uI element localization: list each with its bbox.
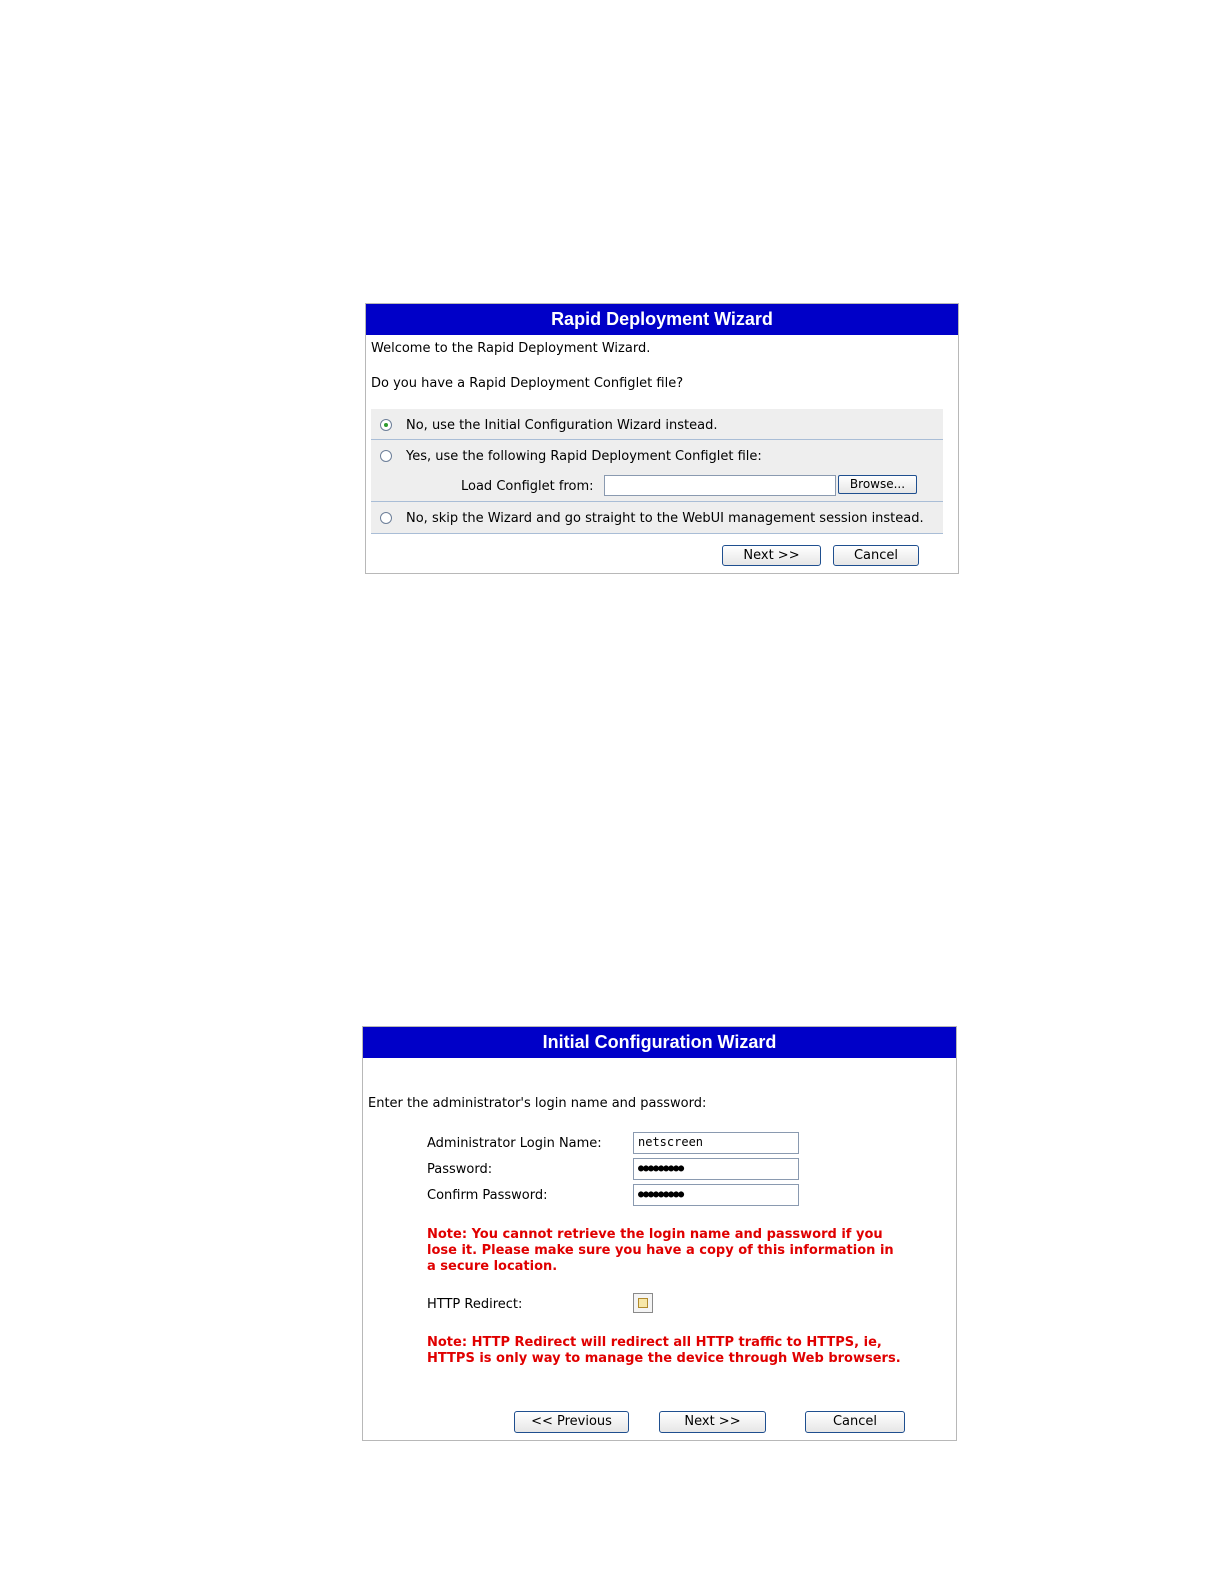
initial-wizard-title: Initial Configuration Wizard <box>363 1027 956 1058</box>
load-configlet-label: Load Configlet from: <box>461 479 594 494</box>
option-row-configlet-file[interactable] <box>371 440 943 502</box>
login-warning-line: a secure location. <box>427 1259 558 1274</box>
configlet-file-input[interactable] <box>604 475 836 496</box>
option-row-skip-wizard[interactable] <box>371 502 943 534</box>
login-name-label: Administrator Login Name: <box>427 1136 602 1151</box>
password-input[interactable]: ●●●●●●●●● <box>633 1158 799 1180</box>
initial-wizard-intro: Enter the administrator's login name and password: <box>368 1096 707 1111</box>
login-warning-line: Note: You cannot retrieve the login name and password if you <box>427 1227 883 1242</box>
rapid-deployment-wizard-panel <box>365 303 959 574</box>
rapid-wizard-title: Rapid Deployment Wizard <box>366 304 958 335</box>
initial-cancel-button[interactable]: Cancel <box>805 1411 905 1433</box>
password-label: Password: <box>427 1162 493 1177</box>
previous-button[interactable]: << Previous <box>514 1411 629 1433</box>
initial-next-button[interactable]: Next >> <box>659 1411 766 1433</box>
http-redirect-label: HTTP Redirect: <box>427 1297 523 1312</box>
option-row-initial-config[interactable] <box>371 409 943 440</box>
redirect-warning-note <box>427 1335 901 1367</box>
confirm-password-input[interactable]: ●●●●●●●●● <box>633 1184 799 1206</box>
initial-configuration-wizard-panel <box>362 1026 957 1441</box>
redirect-warning-line: Note: HTTP Redirect will redirect all HTTP traffic to HTTPS, ie, <box>427 1335 882 1350</box>
http-redirect-checkbox[interactable] <box>633 1293 653 1313</box>
login-name-input[interactable]: netscreen <box>633 1132 799 1154</box>
rapid-wizard-question: Do you have a Rapid Deployment Configlet file? <box>371 376 684 391</box>
login-warning-line: lose it. Please make sure you have a copy of this information in <box>427 1243 894 1258</box>
option-label-skip-wizard: No, skip the Wizard and go straight to the WebUI management session instead. <box>406 511 924 526</box>
login-warning-note <box>427 1227 894 1275</box>
redirect-warning-line: HTTPS is only way to manage the device through Web browsers. <box>427 1351 901 1366</box>
rapid-wizard-welcome: Welcome to the Rapid Deployment Wizard. <box>371 341 651 356</box>
radio-skip-wizard[interactable] <box>380 512 392 524</box>
checkbox-box-icon <box>638 1298 648 1308</box>
rapid-next-button[interactable]: Next >> <box>722 545 821 566</box>
radio-initial-config[interactable] <box>380 419 392 431</box>
browse-button[interactable]: Browse... <box>838 475 917 494</box>
confirm-password-label: Confirm Password: <box>427 1188 548 1203</box>
radio-configlet-file[interactable] <box>380 450 392 462</box>
option-label-configlet-file: Yes, use the following Rapid Deployment Configlet file: <box>406 449 762 464</box>
rapid-cancel-button[interactable]: Cancel <box>833 545 919 566</box>
option-label-initial-config: No, use the Initial Configuration Wizard instead. <box>406 418 718 433</box>
